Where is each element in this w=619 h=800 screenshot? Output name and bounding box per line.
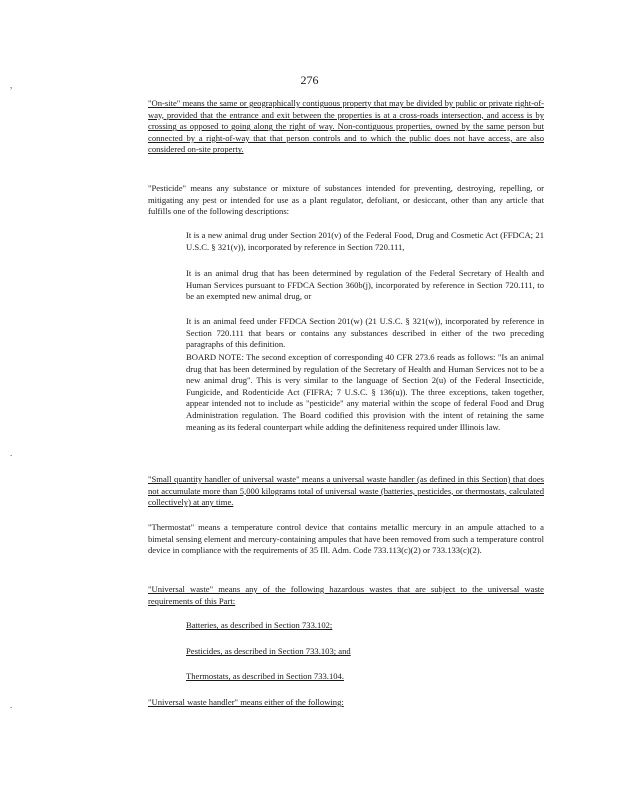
exception-exempted-animal-drug: It is an animal drug that has been determined by regulation of the Federal Secretary of Health and Human Services pursuant to FFDCA Section 360b(j), incorporated by reference in Section 720.111, to be an exempted new animal drug, or: [186, 268, 544, 302]
definition-universal-waste: "Universal waste" means any of the following hazardous wastes that are subject to the universal waste requirements of this Part:: [148, 584, 544, 606]
definition-small-quantity-handler: "Small quantity handler of universal waste" means a universal waste handler (as defined in this Section) that does not accumulate more than 5,000 kilograms total of universal waste (batteries, pesticides, or thermostats, calculated collectively) at any time.: [148, 474, 544, 508]
margin-mark: .: [10, 700, 13, 710]
definition-thermostat: "Thermostat" means a temperature control device that contains metallic mercury in an ampule attached to a bimetal sensing element and mercury-containing ampules that have been removed from such a temperature control device in compliance with the requirements of 35 Ill. Adm. Code 733.113(c)(2) or 733.133(c)(2).: [148, 522, 544, 556]
exception-new-animal-drug: It is a new animal drug under Section 201(v) of the Federal Food, Drug and Cosmetic Act (FFDCA; 21 U.S.C. § 321(v)), incorporated by reference in Section 720.111,: [186, 230, 544, 252]
definition-on-site: "On-site" means the same or geographically contiguous property that may be divided by public or private right-of-way, provided that the entrance and exit between the properties is at a cross-roads intersection, and access is by crossing as opposed to going along the right of way. Non-contiguous properties, owned by the same person but connected by a right-of-way that that person controls and to which the public does not have access, are also considered on-site property.: [148, 98, 544, 155]
board-note: BOARD NOTE: The second exception of corresponding 40 CFR 273.6 reads as follows: "Is an animal drug that has been determined by regulation of the Secretary of Health and Human Services not to be a new animal drug". This is very similar to the language of Section 2(u) of the Federal Insecticide, Fungicide, and Rodenticide Act (FIFRA; 7 U.S.C. § 136(u)). The three exceptions, taken together, appear intended not to include as "pesticide" any material within the scope of federal Food and Drug Administration regulation. The Board codified this provision with the intent of retaining the same meaning as its federal counterpart while adding the definiteness required under Illinois law.: [186, 352, 544, 432]
definition-pesticide: "Pesticide" means any substance or mixture of substances intended for preventing, destroying, repelling, or mitigating any pest or intended for use as a plant regulator, defoliant, or desiccant, other than any article that fulfills one of the following descriptions:: [148, 183, 544, 217]
definition-universal-waste-handler: "Universal waste handler" means either of the following:: [148, 697, 344, 707]
margin-mark: ,: [10, 80, 13, 90]
universal-waste-batteries: Batteries, as described in Section 733.102;: [186, 620, 333, 630]
margin-mark: .: [10, 448, 13, 458]
exception-animal-feed: It is an animal feed under FFDCA Section 201(w) (21 U.S.C. § 321(w)), incorporated by reference in Section 720.111 that bears or contains any substances described in either of the two preceding paragraphs of this definition.: [186, 316, 544, 350]
universal-waste-pesticides: Pesticides, as described in Section 733.103; and: [186, 646, 351, 656]
universal-waste-thermostats: Thermostats, as described in Section 733.104.: [186, 671, 344, 681]
page-number: 276: [300, 73, 319, 87]
